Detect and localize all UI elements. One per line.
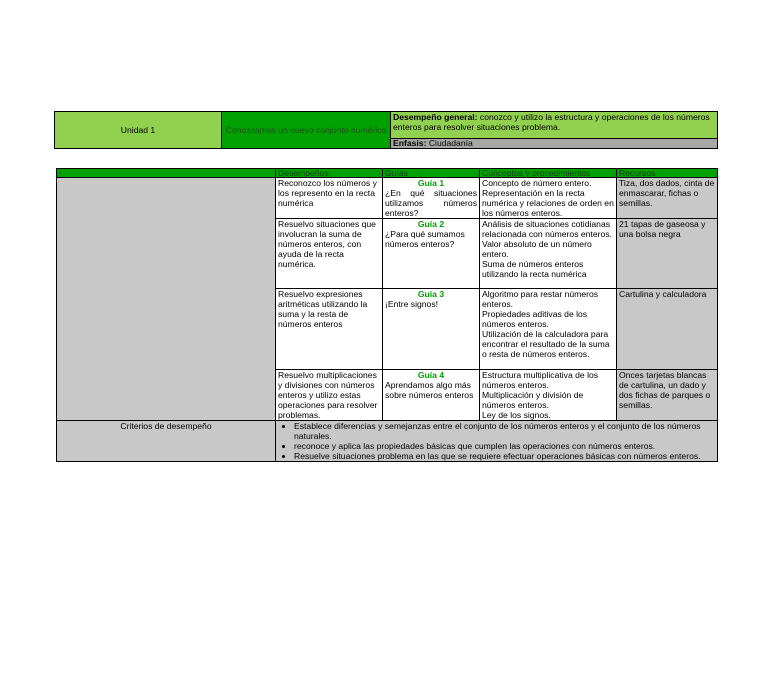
guia-title: Guía 2 bbox=[417, 219, 445, 229]
desempeno-cell: Reconozco los números y los represento en la recta numérica bbox=[276, 178, 383, 219]
desempeno-cell: Resuelvo situaciones que involucran la suma de números enteros, con ayuda de la recta numérica. bbox=[276, 219, 383, 289]
guia-cell bbox=[383, 178, 480, 219]
concepto-item: Valor absoluto de un número entero. bbox=[482, 239, 592, 259]
table-header-row bbox=[57, 169, 718, 178]
column-header-desempenos: Desempeños bbox=[276, 169, 383, 178]
criteria-list bbox=[278, 421, 715, 461]
recursos-cell: Onces tarjetas blancas de cartulina, un dado y dos fichas de parques o semillas. bbox=[617, 370, 718, 421]
criteria-list-cell bbox=[276, 421, 718, 462]
emphasis-label: Enfasis: bbox=[393, 138, 427, 148]
guia-cell bbox=[383, 289, 480, 370]
criteria-item: • Resuelve situaciones problema en las que se requiere efectuar operaciones básicas con números enteros. bbox=[294, 451, 715, 461]
guia-cell bbox=[383, 370, 480, 421]
concepto-item: Propiedades aditivas de los números enteros. bbox=[482, 309, 588, 329]
emphasis bbox=[391, 139, 718, 149]
desempeno-cell: Resuelvo expresiones aritméticas utilizando la suma y la resta de números enteros bbox=[276, 289, 383, 370]
guia-title: Guía 4 bbox=[417, 370, 445, 380]
guia-text: Aprendamos algo más sobre números enteros bbox=[385, 380, 474, 400]
criteria-item: • reconoce y aplica las propiedades básicas que cumplen las operaciones con números enteros. bbox=[294, 441, 715, 451]
conceptos-cell bbox=[480, 289, 617, 370]
criteria-label: Criterios de desempeño bbox=[57, 421, 276, 462]
header-blank-cell bbox=[57, 169, 276, 178]
concepto-item: Multiplicación y división de números enteros. bbox=[482, 390, 584, 410]
general-performance bbox=[391, 112, 718, 139]
concepto-item: Algoritmo para restar números enteros. bbox=[482, 289, 599, 309]
column-header-conceptos: Conceptos y procedimientos bbox=[480, 169, 617, 178]
guia-text: ¿Para qué sumamos números enteros? bbox=[385, 229, 465, 249]
unit-label: Unidad 1 bbox=[55, 112, 222, 149]
conceptos-cell bbox=[480, 219, 617, 289]
desempeno-cell: Resuelvo multiplicaciones y divisiones con números enteros y utilizo estas operaciones para resolver problemas. bbox=[276, 370, 383, 421]
concepto-item: Concepto de número entero. bbox=[482, 178, 592, 188]
general-performance-label: Desempeño general: bbox=[393, 112, 478, 122]
guia-title: Guía 1 bbox=[417, 178, 445, 188]
criteria-item: • Establece diferencias y semejanzas entre el conjunto de los números enteros y el conjunto de los números naturales. bbox=[294, 421, 715, 441]
recursos-cell: Cartulina y calculadora bbox=[617, 289, 718, 370]
guia-text: ¡Entre signos! bbox=[385, 299, 439, 309]
column-header-recursos: Recursos bbox=[617, 169, 718, 178]
recursos-cell: Tiza, dos dados, cinta de enmascarar, fichas o semillas. bbox=[617, 178, 718, 219]
concepto-item: Representación en la recta numérica y relaciones de orden en los números enteros. bbox=[482, 188, 614, 218]
unit-theme: Conozcamos un nuevo conjunto numérico bbox=[222, 112, 391, 149]
left-blank-cell bbox=[57, 178, 276, 421]
curriculum-table bbox=[56, 168, 718, 462]
recursos-cell: 21 tapas de gaseosa y una bolsa negra bbox=[617, 219, 718, 289]
guia-title: Guía 3 bbox=[417, 289, 445, 299]
guia-text: ¿En qué situaciones utilizamos números enteros? bbox=[385, 188, 477, 218]
conceptos-cell bbox=[480, 370, 617, 421]
emphasis-text: Ciudadanía bbox=[426, 138, 473, 148]
concepto-item: Análisis de situaciones cotidianas relacionada con números enteros. bbox=[482, 219, 612, 239]
concepto-item: Suma de números enteros utilizando la recta numérica bbox=[482, 259, 587, 279]
column-header-guias: Guías bbox=[383, 169, 480, 178]
concepto-item: Utilización de la calculadora para encontrar el resultado de la suma o resta de números enteros. bbox=[482, 329, 610, 359]
conceptos-cell bbox=[480, 178, 617, 219]
concepto-item: Ley de los signos. bbox=[482, 410, 551, 420]
guia-cell bbox=[383, 219, 480, 289]
unit-header-table bbox=[54, 111, 718, 149]
criteria-row bbox=[57, 421, 718, 462]
concepto-item: Estructura multiplicativa de los números enteros. bbox=[482, 370, 599, 390]
table-row bbox=[57, 178, 718, 219]
general-performance-text: conozco y utilizo la estructura y operaciones de los números enteros para resolver situaciones problema. bbox=[393, 112, 710, 132]
